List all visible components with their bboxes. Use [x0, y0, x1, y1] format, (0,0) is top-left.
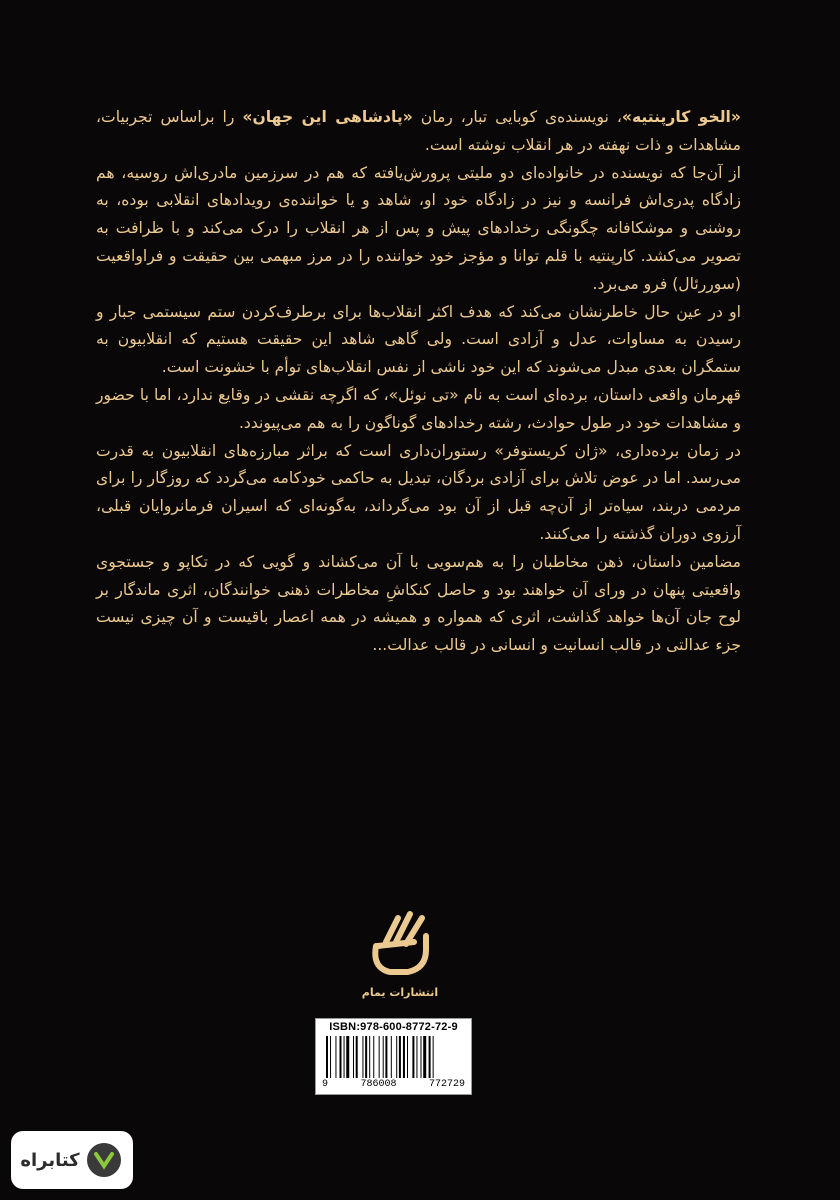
isbn-barcode [315, 1018, 472, 1095]
barcode-bar [407, 1036, 408, 1078]
barcode-bar [423, 1036, 426, 1078]
barcode-bar [396, 1036, 397, 1078]
ketabrah-logo-icon [84, 1140, 124, 1180]
barcode-bar [433, 1036, 434, 1078]
watermark-text: کتابراه [20, 1149, 80, 1171]
isbn-label: ISBN:978-600-8772-72-9 [329, 1021, 458, 1033]
barcode-bar [365, 1036, 367, 1078]
barcode-bar [421, 1036, 422, 1078]
barcode-bar [379, 1036, 380, 1078]
paragraph-2: از آن‌جا که نویسنده در خانواده‌ای دو ملیتی پرورش‌یافته که هم در سرزمین مادری‌اش روسیه، هم زادگاه پدری‌اش فرانسه و نیز در زادگاه خود او، شاهد و یا خواننده‌ی رویدادهای انقلابی بوده، به روشنی و موشکافانه چگونگی رخدادهای پیش و پس از هر انقلاب را درک می‌کند و با ظرافت به تصویر می‌کشد. کارپنتیه با قلم توانا و مؤجز خود خواننده را در مرز مبهمی بین حقیقت و فراواقعیت (سوررئال) فرو می‌برد. [96, 163, 741, 293]
barcode-bar [353, 1036, 354, 1078]
paragraph-5: در زمان برده‌داری، «ژان کریستوفر» رستوران‌داری است که براثر مبارزه‌های انقلابیون به قدرت می‌رسد. اما در عوض تلاش برای آزادی بردگان، تبدیل به حاکمی خودکامه می‌گردد که روزگار را برای مردمی دربند، سیاه‌تر از آن‌چه قبل از آن بود می‌گرداند، به‌گونه‌ای که اسیران فرمانروایان قبلی، آرزوی دوران گذشته را می‌کنند. [96, 441, 741, 543]
barcode-bar [412, 1036, 414, 1078]
intro-text-1: ، نویسنده‌ی کوبایی تبار، رمان [412, 108, 622, 126]
barcode-digit-lead: 9 [322, 1079, 329, 1090]
barcode-digits-left: 786008 [360, 1079, 397, 1090]
barcode-bar [346, 1036, 349, 1078]
barcode-bar [416, 1036, 417, 1078]
barcode-bar [326, 1036, 328, 1078]
barcode-bar [340, 1036, 342, 1078]
paragraph-6: مضامین داستان، ذهن مخاطبان را به هم‌سویی با آن می‌کشاند و گویی که در تکاپو و جستجوی واقعیتی پنهان در ورای آن خواهند بود و حاصل کنکاشِ مخاطرات ذهنی خوانندگان، اثری ماندگار بر لوح جان آن‌ها خواهد گذاشت، اثری که همواره و همیشه در همه اعصار باقیست و آن چیزی نیست جزء عدالتی در قالب انسانیت و انسانی در قالب عدالت... [96, 552, 741, 655]
barcode-bar [356, 1036, 358, 1078]
intro-text-2: را براساس تجربیات، مشاهدات و ذات نهفته در هر انقلاب نوشته است. [96, 108, 741, 154]
barcode-bar [369, 1036, 370, 1078]
barcode-bar [362, 1036, 363, 1078]
hand-book-logo-icon [364, 900, 436, 978]
barcode-digits-right: 772729 [428, 1079, 465, 1090]
book-title: «پادشاهی این جهان» [242, 108, 413, 126]
paragraph-3: او در عین حال خاطرنشان می‌کند که هدف اکثر انقلاب‌ها برای برطرف‌کردن ستم سیستمی جبار و رسیدن به مساوات، عدل و آزادی است. ولی گاهی شاهد این حقیقت هستیم که انقلابیون به ستمگران بعدی مبدل می‌شوند که این خود ناشی از نفس انقلاب‌های توأم با خشونت است. [96, 302, 741, 377]
barcode-bar [429, 1036, 431, 1078]
publisher-name: انتشارات یمام [361, 986, 439, 999]
barcode-bar [330, 1036, 331, 1078]
barcode-bar [373, 1036, 374, 1078]
ketabrah-watermark [11, 1131, 133, 1189]
barcode-bar [335, 1036, 336, 1078]
barcode-digits [316, 1079, 471, 1090]
barcode-bars [326, 1036, 464, 1078]
paragraph-4: قهرمان واقعی داستان، برده‌ای است به نام «تی نوئل»، که اگرچه نقشی در وقایع ندارد، اما با حضور و مشاهدات خود در طول حوادث، رشته رخدادهای گوناگون را به هم می‌پیوندد. [96, 385, 741, 432]
author-name: «الخو کارپنتیه» [621, 108, 741, 126]
barcode-bar [383, 1036, 384, 1078]
barcode-bar [344, 1036, 345, 1078]
publisher-logo [348, 900, 452, 999]
barcode-bar [391, 1036, 392, 1078]
barcode-bar [399, 1036, 401, 1078]
paragraph-intro [96, 104, 741, 160]
barcode-bar [385, 1036, 387, 1078]
barcode-bar [403, 1036, 405, 1078]
back-cover-text [96, 104, 741, 660]
